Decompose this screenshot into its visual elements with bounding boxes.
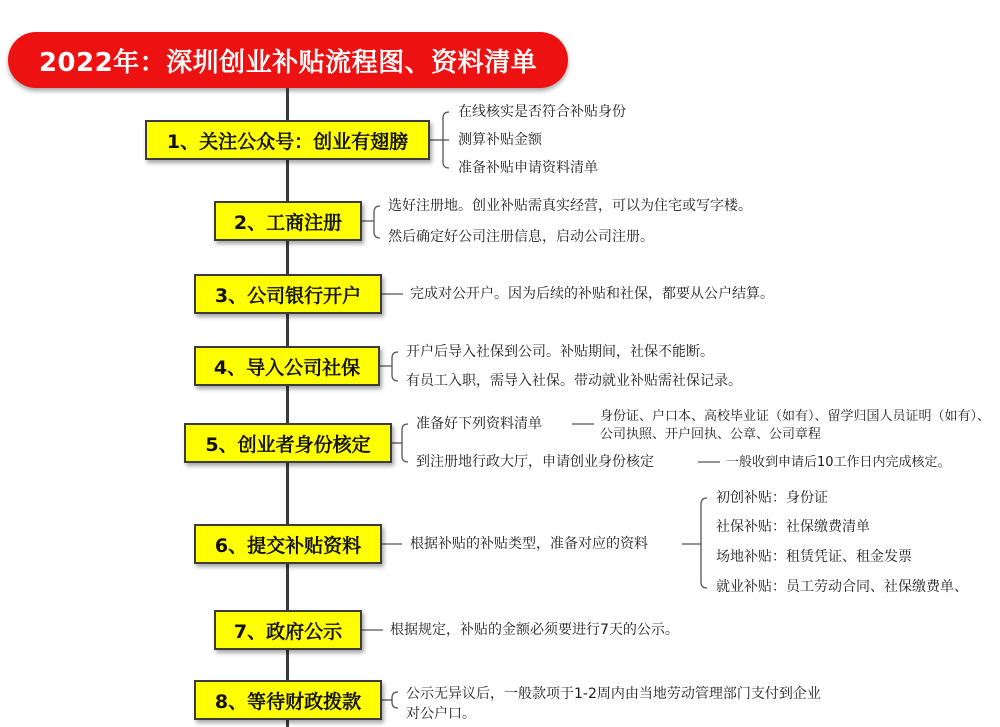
title-banner — [8, 32, 568, 88]
step-8: 8、等待财政拨款 — [194, 680, 382, 720]
step-6-detail: 初创补贴：身份证 — [716, 490, 828, 506]
step-1-note: 在线核实是否符合补贴身份 — [458, 104, 626, 120]
bracket — [443, 112, 449, 168]
step-2-note: 选好注册地。创业补贴需真实经营，可以为住宅或写字楼。 — [388, 198, 752, 214]
step-4: 4、导入公司社保 — [194, 346, 380, 386]
step-7-note: 根据规定，补贴的金额必须要进行7天的公示。 — [390, 622, 679, 638]
step-2: 2、工商注册 — [214, 201, 362, 241]
step-5-detail: 身份证、户口本、高校毕业证（如有）、留学归国人员证明（如有）、公司执照、开户回执、公章、公司章程 — [600, 409, 991, 442]
step-4-note: 开户后导入社保到公司。补贴期间，社保不能断。 — [406, 344, 714, 360]
bracket — [374, 206, 380, 238]
bracket — [402, 424, 408, 462]
step-4-note: 有员工入职，需导入社保。带动就业补贴需社保记录。 — [406, 373, 742, 389]
step-5: 5、创业者身份核定 — [184, 423, 392, 463]
bracket — [392, 692, 398, 708]
step-5-note: 到注册地行政大厅，申请创业身份核定 — [416, 454, 654, 470]
step-1: 1、关注公众号：创业有翅膀 — [145, 120, 430, 160]
step-6-note: 根据补贴的补贴类型，准备对应的资料 — [410, 536, 648, 552]
step-3: 3、公司银行开户 — [194, 274, 382, 314]
step-5-note: 准备好下列资料清单 — [416, 416, 542, 432]
step-6-detail: 社保补贴：社保缴费清单 — [716, 519, 870, 535]
step-5-detail: 一般收到申请后10工作日内完成核定。 — [726, 455, 951, 470]
step-6-detail: 就业补贴：员工劳动合同、社保缴费单、 — [716, 579, 968, 595]
page-title: 2022年：深圳创业补贴流程图、资料清单 — [38, 47, 538, 78]
bracket — [392, 352, 398, 381]
step-7: 7、政府公示 — [214, 610, 362, 650]
step-1-note: 准备补贴申请资料清单 — [458, 160, 598, 176]
step-8-note: 公示无异议后，一般款项于1-2周内由当地劳动管理部门支付到企业对公户口。 — [406, 686, 821, 722]
step-3-note: 完成对公开户。因为后续的补贴和社保，都要从公户结算。 — [410, 286, 774, 302]
step-2-note: 然后确定好公司注册信息，启动公司注册。 — [388, 229, 654, 245]
step-6-detail: 场地补贴：租赁凭证、租金发票 — [716, 549, 912, 565]
bracket — [701, 498, 707, 588]
step-6: 6、提交补贴资料 — [194, 524, 382, 564]
step-1-note: 测算补贴金额 — [458, 132, 542, 148]
